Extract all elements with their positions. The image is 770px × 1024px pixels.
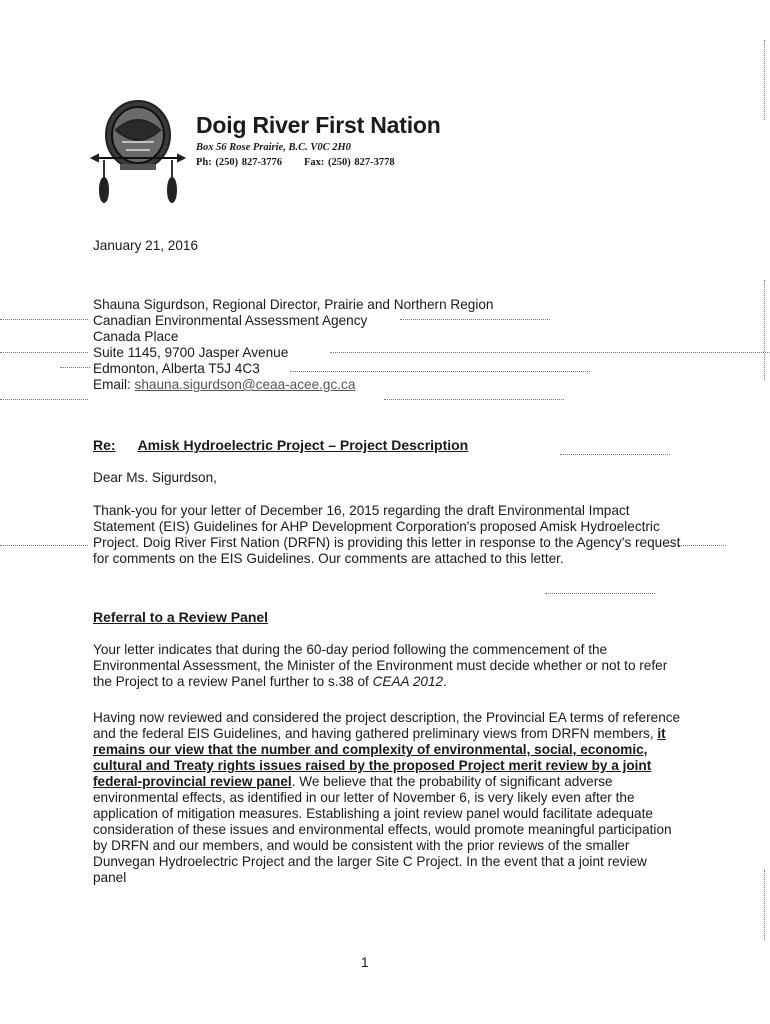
scan-artifact <box>764 870 765 940</box>
scan-artifact <box>0 319 88 320</box>
doig-river-logo-icon <box>86 90 190 210</box>
scan-artifact <box>0 545 88 546</box>
scan-artifact <box>545 593 655 594</box>
letter-date: January 21, 2016 <box>93 238 199 253</box>
fax-number: Fax: (250) 827-3778 <box>304 157 395 168</box>
paragraph-rest: . We believe that the probability of significant adverse environmental effects, as identified in our letter of November 6, is very likely even after the application of mitigation measures. Establishing a joint review panel would facilitate adequate consideration of these issues and environmental effects, would promote meaningful participation by DRFN and our members, and would be consistent with the prior reviews of the smaller Dunvegan Hydroelectric Project and the larger Site C Project. In the event that a joint review panel <box>93 774 672 885</box>
scan-artifact <box>400 319 550 320</box>
scan-artifact <box>0 352 88 353</box>
organization-address: Box 56 Rose Prairie, B.C. V0C 2H0 <box>196 142 351 153</box>
recipient-line: Shauna Sigurdson, Regional Director, Prairie and Northern Region <box>93 297 494 312</box>
subject-title: Amisk Hydroelectric Project – Project Description <box>137 437 469 453</box>
body-paragraph-referral <box>93 642 683 690</box>
recipient-line: Canada Place <box>93 329 179 344</box>
scan-artifact <box>666 545 726 546</box>
recipient-address <box>93 297 494 393</box>
subject-label: Re: <box>93 437 116 453</box>
body-paragraph-intro: Thank-you for your letter of December 16, 2015 regarding the draft Environmental Impact Statement (EIS) Guidelines for AHP Development Corporation's proposed Amisk Hydroelectric Project. Doig River First Nation (DRFN) is providing this letter in response to the Agency's request for comments on the EIS Guidelines. Our comments are attached to this letter. <box>93 503 681 566</box>
phone-number: Ph: (250) 827-3776 <box>196 157 282 168</box>
scan-artifact <box>330 352 770 353</box>
paragraph-end: . <box>443 674 447 689</box>
page-number: 1 <box>361 955 369 970</box>
scan-artifact <box>764 40 765 120</box>
statute-citation: CEAA 2012 <box>372 674 444 689</box>
organization-name: Doig River First Nation <box>196 112 441 138</box>
recipient-line: Edmonton, Alberta T5J 4C3 <box>93 361 260 376</box>
scan-artifact <box>0 399 88 400</box>
paragraph-text: Your letter indicates that during the 60-day period following the commencement of the Environmental Assessment, the Minister of the Environment must decide whether or not to refer the Project to a review Panel further to s.38 of <box>93 642 668 689</box>
subject-line <box>93 437 468 453</box>
recipient-email-line <box>93 377 494 393</box>
scan-artifact <box>764 280 765 380</box>
paragraph-intro: Having now reviewed and considered the project description, the Provincial EA terms of reference and the federal EIS Guidelines, and having gathered preliminary views from DRFN members, <box>93 710 681 741</box>
email-label: Email: <box>93 377 135 392</box>
scan-artifact <box>560 454 670 455</box>
recipient-line: Canadian Environmental Assessment Agency <box>93 313 368 328</box>
body-paragraph-review <box>93 710 683 886</box>
section-heading: Referral to a Review Panel <box>93 609 269 625</box>
scan-artifact <box>384 399 564 400</box>
scan-artifact <box>60 367 90 368</box>
salutation: Dear Ms. Sigurdson, <box>93 470 217 485</box>
organization-contact <box>196 157 395 168</box>
emphasized-statement: it remains our view that the number and complexity of environmental, social, economic, cultural and Treaty rights issues raised by the proposed Project merit review by a joint federal-provincial review panel <box>93 726 666 789</box>
recipient-line: Suite 1145, 9700 Jasper Avenue <box>93 345 289 360</box>
scan-artifact <box>290 371 590 372</box>
recipient-email-link[interactable]: shauna.sigurdson@ceaa-acee.gc.ca <box>134 377 356 392</box>
